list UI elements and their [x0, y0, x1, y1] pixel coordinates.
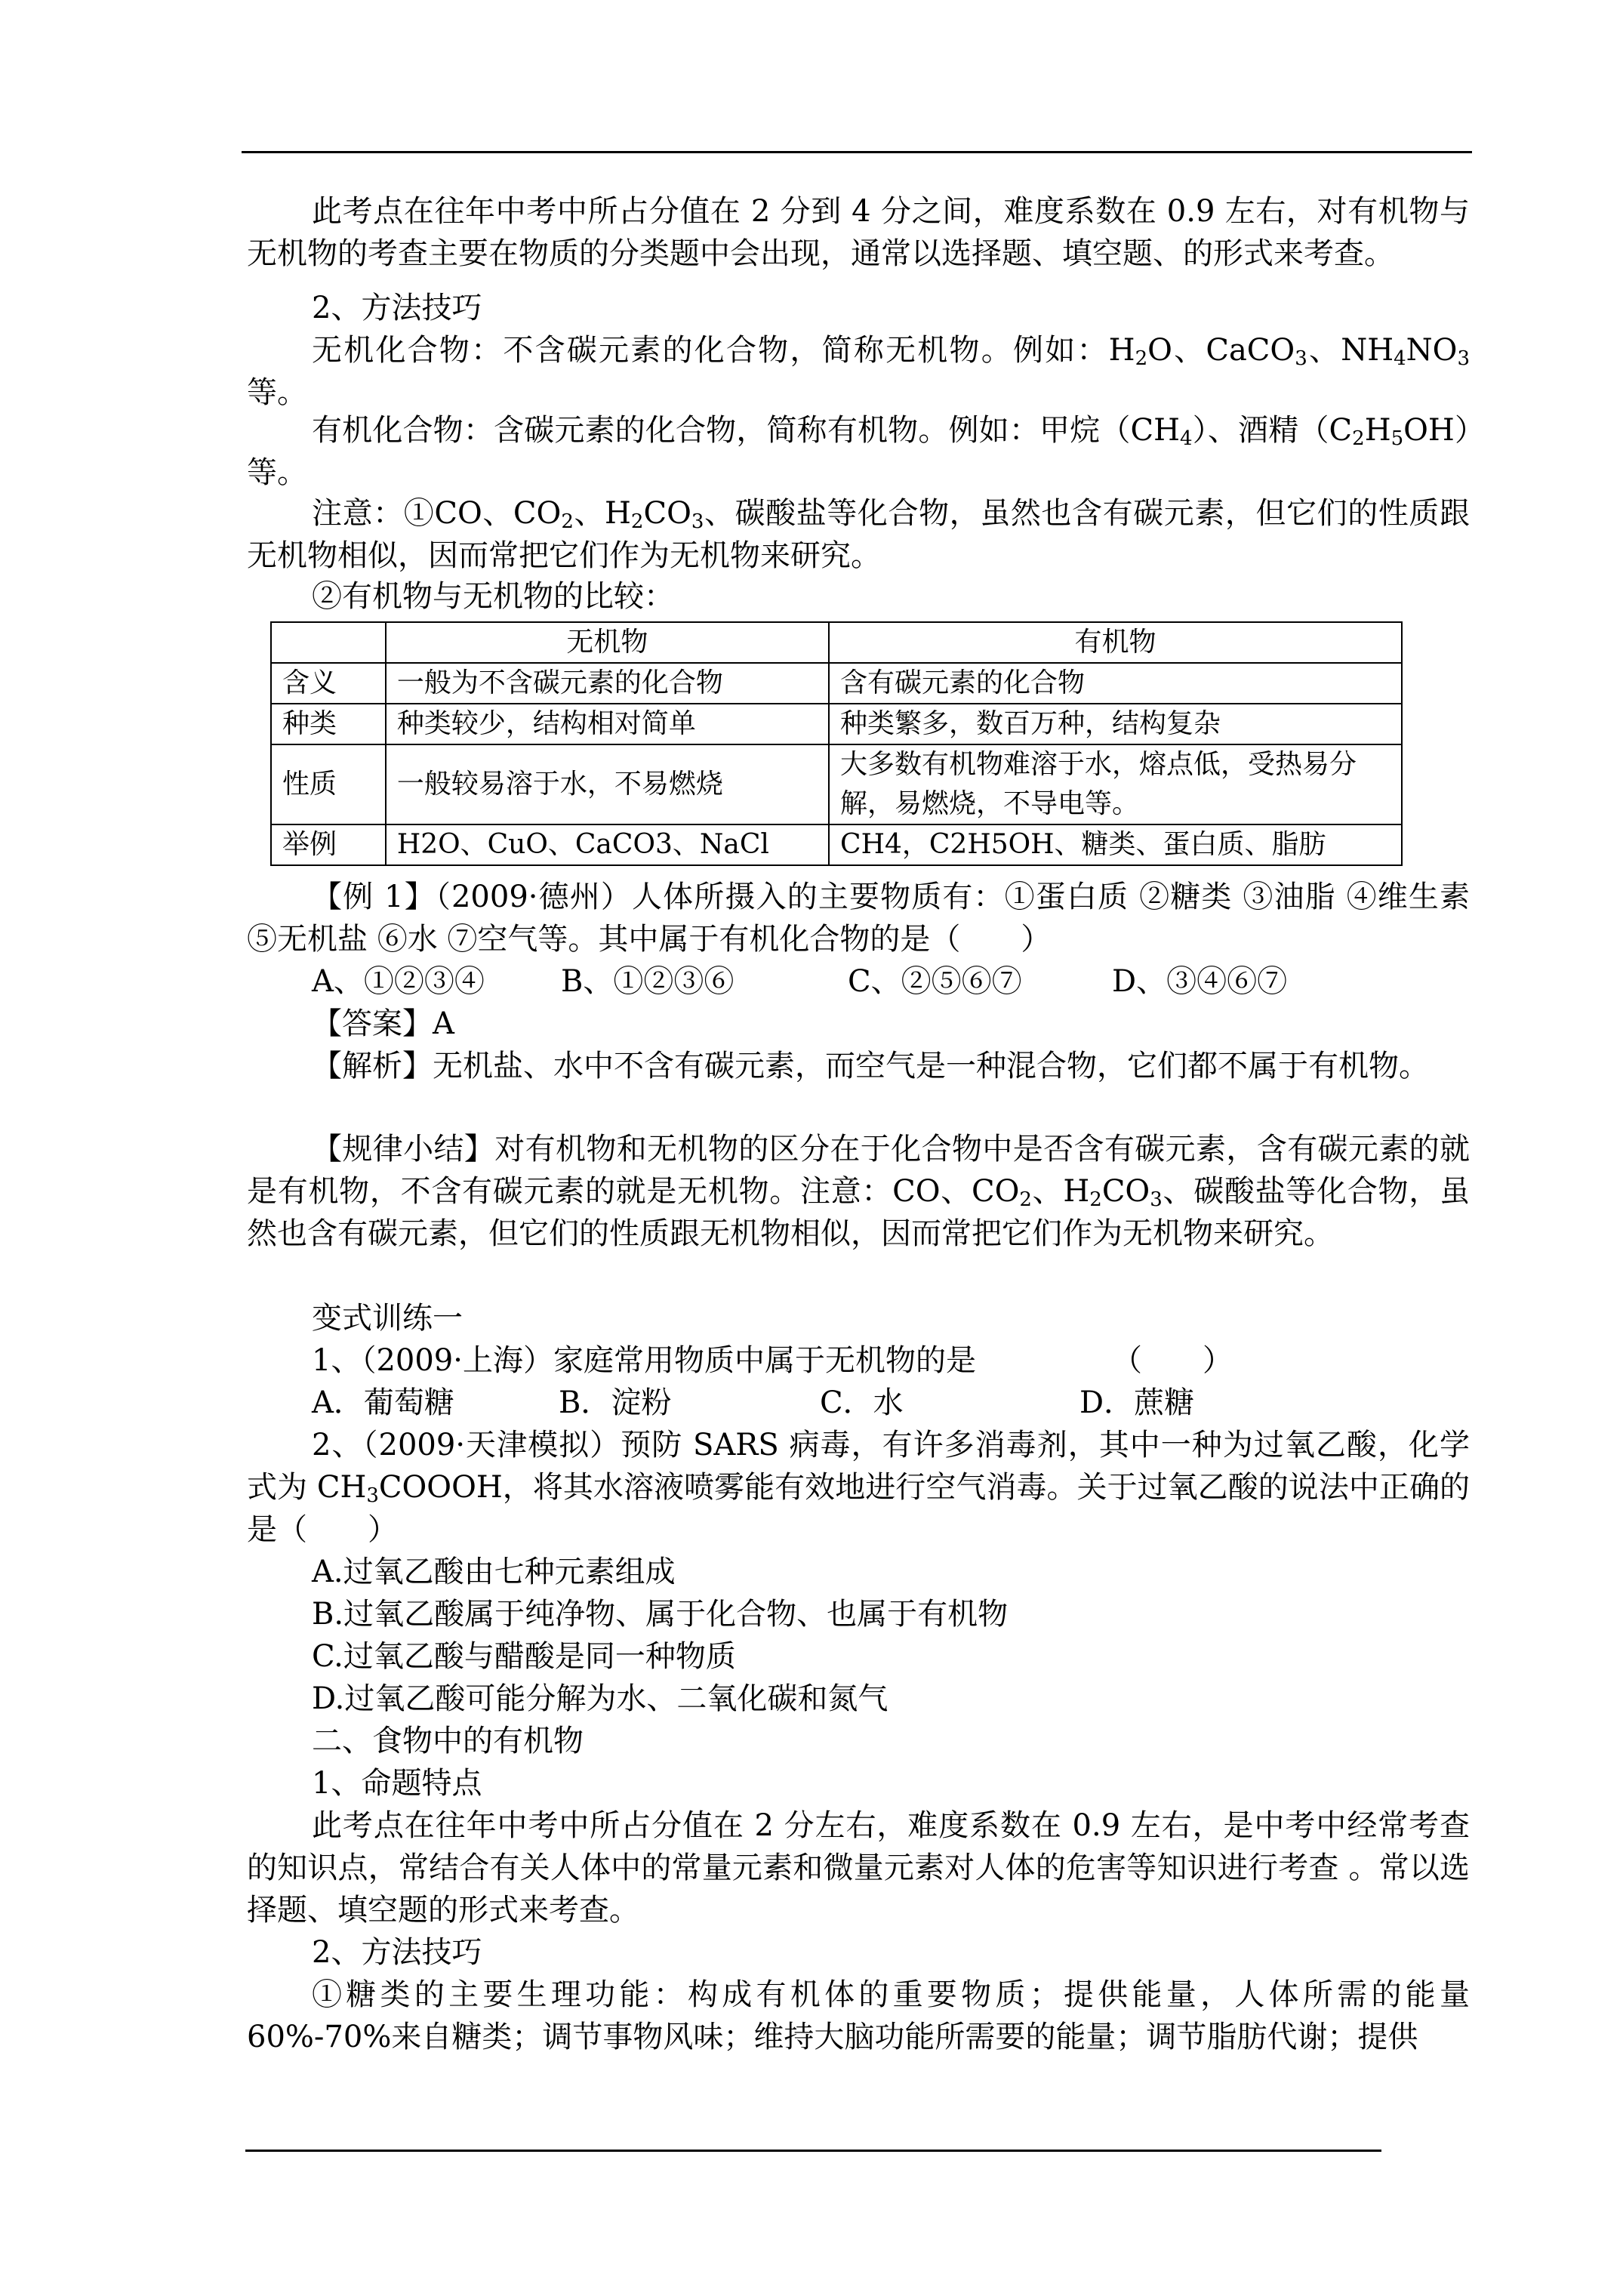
- method-heading: 2、方法技巧: [312, 291, 482, 325]
- table-header-cell: [271, 622, 386, 663]
- table-row: [271, 704, 1402, 744]
- practice-q2-option-a: A.过氧乙酸由七种元素组成: [312, 1555, 676, 1589]
- inorganic-cell: 一般较易溶于水，不易燃烧: [386, 744, 829, 824]
- option-a: A、①②③④: [312, 964, 485, 999]
- practice-q1: 1、（2009·上海）家庭常用物质中属于无机物的是 （ ）: [312, 1343, 1233, 1378]
- note-2: ②有机物与无机物的比较：: [312, 579, 674, 614]
- organic-cell: 种类繁多，数百万种，结构复杂: [829, 704, 1402, 744]
- example-1-question: 【例 1】（2009·德州）人体所摄入的主要物质有：①蛋白质 ②糖类 ③油脂 ④维生素 ⑤无机盐 ⑥水 ⑦空气等。其中属于有机化合物的是（ ）: [247, 880, 1470, 957]
- practice-q2: 2、（2009·天津模拟）预防 SARS 病毒，有许多消毒剂，其中一种为过氧乙酸，化学式为 $CH_3COOOH$，将其水溶液喷雾能有效地进行空气消毒。关于过氧乙酸的说法中正确的是（ ）: [247, 1428, 1470, 1547]
- section-2-subheading-2: 2、方法技巧: [312, 1935, 482, 1970]
- practice-q2-option-b: B.过氧乙酸属于纯净物、属于化合物、也属于有机物: [312, 1597, 1009, 1632]
- option-d: D．蔗糖: [1079, 1385, 1195, 1420]
- rule-summary: 【规律小结】对有机物和无机物的区分在于化合物中是否含有碳元素，含有碳元素的就是有机物，不含有碳元素的就是无机物。注意：CO、$CO_2$、$H_2CO_3$、碳酸盐等化合物，虽然也含有碳元素，但它们的性质跟无机物相似，因而常把它们作为无机物来研究。: [247, 1132, 1470, 1251]
- organic-cell: 含有碳元素的化合物: [829, 663, 1402, 704]
- table-header-cell: 无机物: [386, 622, 829, 663]
- practice-heading: 变式训练一: [312, 1301, 463, 1336]
- inorganic-definition: 无机化合物：不含碳元素的化合物，简称无机物。例如：$H_2O$、CaCO$_3$、$NH_4NO_3$等。: [247, 333, 1470, 410]
- row-label: 性质: [271, 744, 386, 824]
- practice-q1-options: [312, 1382, 1474, 1424]
- row-label: 含义: [271, 663, 386, 704]
- note-1: 注意：①CO、$CO_2$、$H_2CO_3$、碳酸盐等化合物，虽然也含有碳元素，但它们的性质跟无机物相似，因而常把它们作为无机物来研究。: [247, 496, 1471, 573]
- comparison-table: [270, 621, 1403, 866]
- row-label: 举例: [271, 824, 386, 865]
- intro-paragraph: 此考点在往年中考中所占分值在 2 分到 4 分之间，难度系数在 0.9 左右，对有机物与无机物的考查主要在物质的分类题中会出现，通常以选择题、填空题、的形式来考查。: [247, 194, 1470, 271]
- table-header-cell: 有机物: [829, 622, 1402, 663]
- option-b: B、①②③⑥: [561, 964, 735, 999]
- footer-rule: [245, 2150, 1381, 2152]
- example-1-analysis: 【解析】无机盐、水中不含有碳元素，而空气是一种混合物，它们都不属于有机物。: [312, 1049, 1429, 1083]
- organic-cell: 大多数有机物难溶于水，熔点低，受热易分解，易燃烧，不导电等。: [829, 744, 1402, 824]
- section-2-paragraph-1: 此考点在往年中考中所占分值在 2 分左右，难度系数在 0.9 左右，是中考中经常考查的知识点，常结合有关人体中的常量元素和微量元素对人体的危害等知识进行考查 。常以选择题、填空题的形式来考查。: [247, 1808, 1470, 1928]
- inorganic-cell: H2O、CuO、CaCO3、NaCl: [386, 824, 829, 865]
- table-row: [271, 663, 1402, 704]
- section-2-heading: 二、食物中的有机物: [312, 1724, 584, 1758]
- inorganic-cell: 种类较少，结构相对简单: [386, 704, 829, 744]
- option-c: C．水: [820, 1385, 904, 1420]
- practice-q2-option-c: C.过氧乙酸与醋酸是同一种物质: [312, 1639, 736, 1674]
- option-b: B．淀粉: [559, 1385, 672, 1420]
- inorganic-cell: 一般为不含碳元素的化合物: [386, 663, 829, 704]
- organic-definition: 有机化合物：含碳元素的化合物，简称有机物。例如：甲烷$(CH_4)$、酒精$(C_2H_5OH)$等。: [247, 413, 1470, 490]
- organic-cell: CH4，C2H5OH、糖类、蛋白质、脂肪: [829, 824, 1402, 865]
- table-row: [271, 744, 1402, 824]
- practice-q2-option-d: D.过氧乙酸可能分解为水、二氧化碳和氮气: [312, 1681, 888, 1716]
- option-c: C、②⑤⑥⑦: [848, 964, 1022, 999]
- table-row: [271, 824, 1402, 865]
- example-1-answer: 【答案】A: [312, 1006, 454, 1041]
- section-2-paragraph-2: ①糖类的主要生理功能：构成有机体的重要物质；提供能量，人体所需的能量60%-70%来自糖类；调节事物风味；维持大脑功能所需要的能量；调节脂肪代谢；提供: [247, 1977, 1470, 2054]
- example-1-options: [312, 960, 1474, 1003]
- section-2-subheading-1: 1、命题特点: [312, 1766, 482, 1801]
- option-a: A．葡萄糖: [312, 1385, 454, 1420]
- row-label: 种类: [271, 704, 386, 744]
- header-rule: [242, 151, 1472, 153]
- option-d: D、③④⑥⑦: [1112, 964, 1288, 999]
- table-header-row: [271, 622, 1402, 663]
